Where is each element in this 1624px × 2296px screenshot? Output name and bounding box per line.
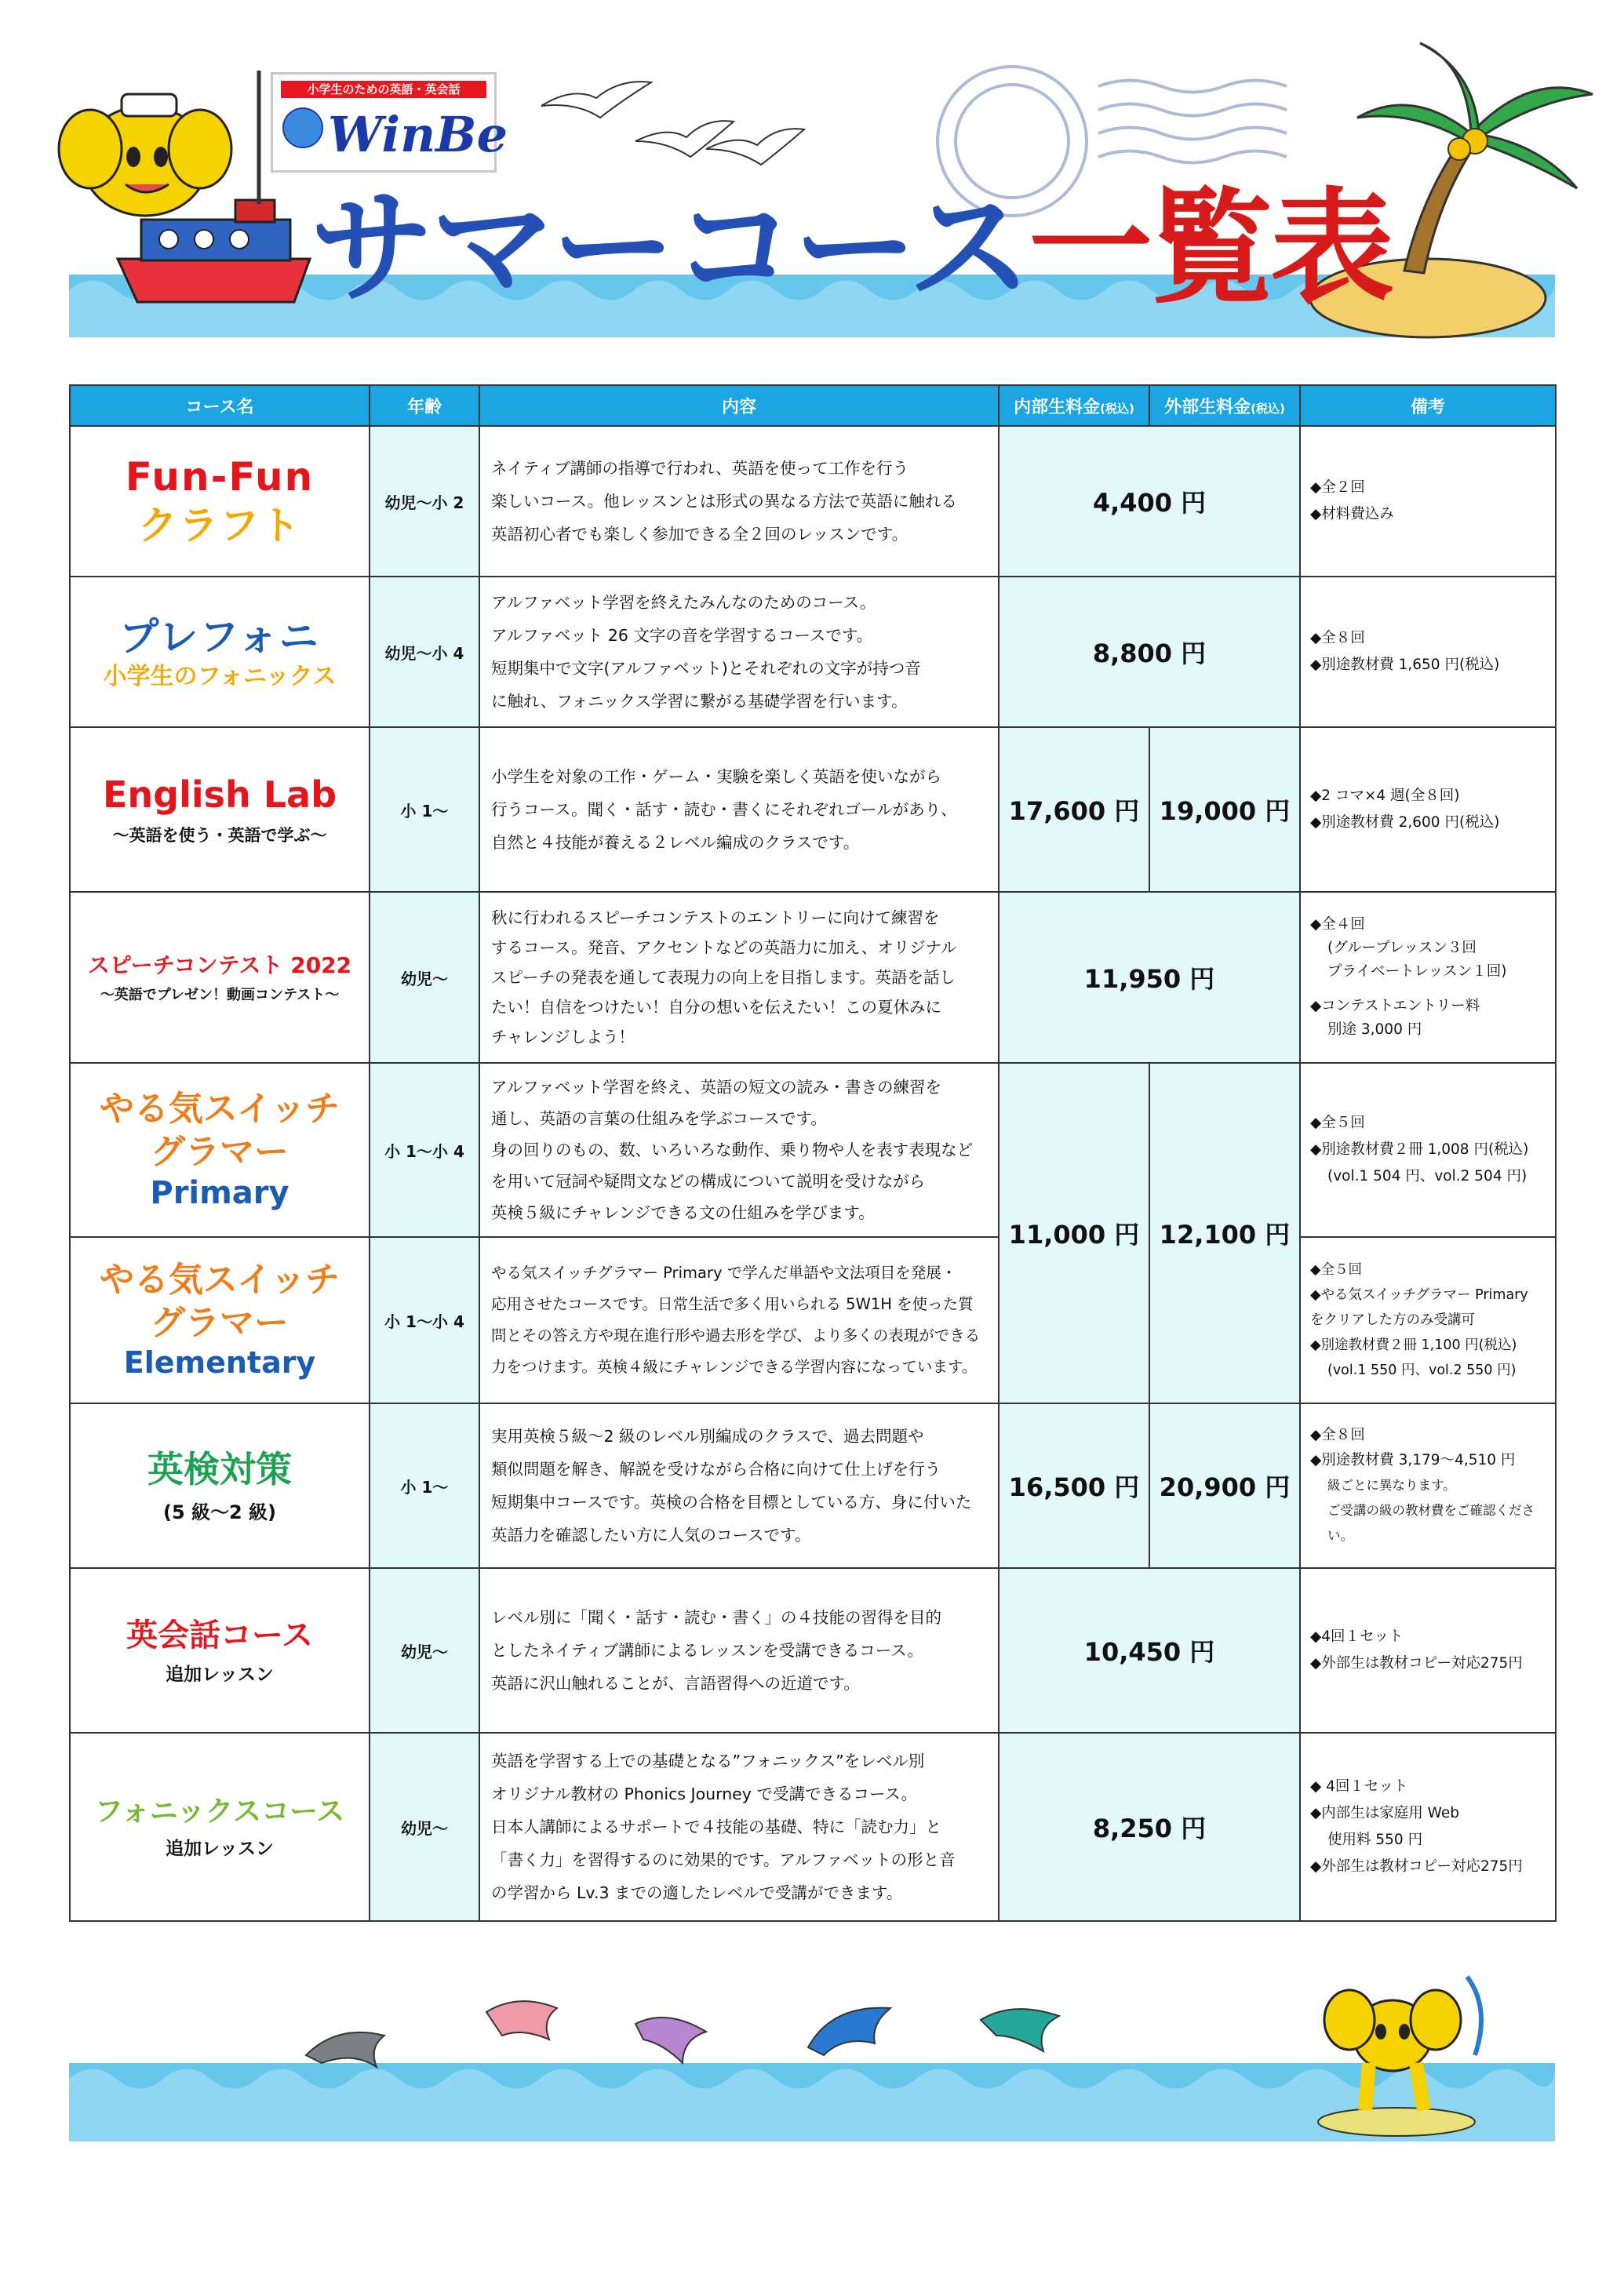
elephant-mascot bbox=[59, 94, 231, 216]
notes-cell: ◆全８回 ◆別途教材費 3,179～4,510 円 級ごとに異なります。 ご受講の級の教材費をご確認くださ い。 bbox=[1300, 1403, 1556, 1568]
internal-fee-cell: 16,500 円 bbox=[999, 1403, 1149, 1568]
header-internal-fee: 内部生料金(税込) bbox=[999, 385, 1149, 426]
notes-cell: ◆全８回 ◆別途教材費 1,650 円(税込) bbox=[1300, 577, 1556, 727]
age-cell: 幼児～ bbox=[370, 1733, 479, 1921]
course-name: Fun-Fun クラフト bbox=[70, 426, 370, 577]
external-fee-cell: 12,100 円 bbox=[1149, 1063, 1300, 1403]
footer-illustration bbox=[0, 1961, 1624, 2165]
table-row bbox=[70, 1403, 1556, 1568]
table-row bbox=[70, 1063, 1556, 1237]
fee-cell: 10,450 円 bbox=[999, 1568, 1300, 1733]
age-cell: 幼児～ bbox=[370, 892, 479, 1063]
course-name: スピーチコンテスト 2022 ～英語でプレゼン！動画コンテスト～ bbox=[70, 892, 370, 1063]
course-name: 英会話コース 追加レッスン bbox=[70, 1568, 370, 1733]
table-row bbox=[70, 1568, 1556, 1733]
course-name: 英検対策 (5 級～2 級) bbox=[70, 1403, 370, 1568]
notes-cell: ◆ 4回１セット ◆内部生は家庭用 Web 使用料 550 円 ◆外部生は教材コピー対応275円 bbox=[1300, 1733, 1556, 1921]
header-content: 内容 bbox=[479, 385, 999, 426]
content-cell: 英語を学習する上での基礎となる”フォニックス”をレベル別 オリジナル教材の Phonics Journey で受講できるコース。 日本人講師によるサポートで４技能の基礎、特に「読む力」と 「書く力」を習得するのに効果的です。アルファベットの形と音 の学習から Lv.3 までの適したレベルで受講ができます。 bbox=[479, 1733, 999, 1921]
notes-cell: ◆全５回 ◆別途教材費２冊 1,008 円(税込) (vol.1 504 円、vol.2 504 円) bbox=[1300, 1063, 1556, 1237]
external-fee-cell: 19,000 円 bbox=[1149, 727, 1300, 892]
content-cell: 実用英検５級～2 級のレベル別編成のクラスで、過去問題や 類似問題を解き、解説を受けながら合格に向けて仕上げを行う 短期集中コースです。英検の合格を目標としている方、身に付いた 英語力を確認したい方に人気のコースです。 bbox=[479, 1403, 999, 1568]
title-summer-course: サマーコース bbox=[310, 176, 1029, 321]
notes-cell: ◆4回１セット ◆外部生は教材コピー対応275円 bbox=[1300, 1568, 1556, 1733]
internal-fee-cell: 11,000 円 bbox=[999, 1063, 1149, 1403]
course-name: やる気スイッチ グラマー Elementary bbox=[70, 1237, 370, 1403]
fee-cell: 8,250 円 bbox=[999, 1733, 1300, 1921]
notes-cell: ◆全４回 (グループレッスン３回 プライベートレッスン１回) ◆コンテストエントリー料 別途 3,000 円 bbox=[1300, 892, 1556, 1063]
internal-fee-cell: 17,600 円 bbox=[999, 727, 1149, 892]
age-cell: 小 1～ bbox=[370, 727, 479, 892]
header-external-fee: 外部生料金(税込) bbox=[1149, 385, 1300, 426]
globe-icon bbox=[282, 107, 323, 148]
table-row bbox=[70, 1733, 1556, 1921]
dolphin-icons bbox=[306, 2001, 1059, 2067]
course-name: プレフォニ 小学生のフォニックス bbox=[70, 577, 370, 727]
table-row bbox=[70, 426, 1556, 577]
age-cell: 幼児～小 2 bbox=[370, 426, 479, 577]
logo-tagline: 小学生のための英語・英会話 bbox=[281, 81, 486, 98]
table-row bbox=[70, 727, 1556, 892]
age-cell: 幼児～ bbox=[370, 1568, 479, 1733]
header-age: 年齢 bbox=[370, 385, 479, 426]
notes-cell: ◆全５回 ◆やる気スイッチグラマー Primary をクリアした方のみ受講可 ◆別途教材費２冊 1,100 円(税込) (vol.1 550 円、vol.2 550 円) bbox=[1300, 1237, 1556, 1403]
content-cell: アルファベット学習を終え、英語の短文の読み・書きの練習を 通し、英語の言葉の仕組みを学ぶコースです。 身の回りのもの、数、いろいろな動作、乗り物や人を表す表現など を用いて冠詞や疑問文などの構成について説明を受けながら 英検５級にチャレンジできる文の仕組みを学びます。 bbox=[479, 1063, 999, 1237]
header-notes: 備考 bbox=[1300, 385, 1556, 426]
fee-cell: 11,950 円 bbox=[999, 892, 1300, 1063]
table-row bbox=[70, 1237, 1556, 1403]
notes-cell: ◆全２回 ◆材料費込み bbox=[1300, 426, 1556, 577]
content-cell: アルファベット学習を終えたみんなのためのコース。 アルファベット 26 文字の音を学習するコースです。 短期集中で文字(アルファベット)とそれぞれの文字が持つ音 に触れ、フォニックス学習に繋がる基礎学習を行います。 bbox=[479, 577, 999, 727]
fee-cell: 8,800 円 bbox=[999, 577, 1300, 727]
course-name: English Lab ～英語を使う・英語で学ぶ～ bbox=[70, 727, 370, 892]
age-cell: 小 1～小 4 bbox=[370, 1237, 479, 1403]
content-cell: 秋に行われるスピーチコンテストのエントリーに向けて練習を するコース。発音、アクセントなどの英語力に加え、オリジナル スピーチの発表を通して表現力の向上を目指します。英語を話し たい！自信をつけたい！自分の想いを伝えたい！この夏休みに チャレンジしよう！ bbox=[479, 892, 999, 1063]
external-fee-cell: 20,900 円 bbox=[1149, 1403, 1300, 1568]
content-cell: やる気スイッチグラマー Primary で学んだ単語や文法項目を発展・ 応用させたコースです。日常生活で多く用いられる 5W1H を使った質 問とその答え方や現在進行形や過去形を学び、より多くの表現ができる 力をつけます。英検４級にチャレンジできる学習内容になっています。 bbox=[479, 1237, 999, 1403]
table-header-row bbox=[70, 385, 1556, 426]
logo-name: WinBe bbox=[328, 106, 508, 163]
page-title bbox=[310, 149, 1391, 327]
table-row bbox=[70, 892, 1556, 1063]
fee-cell: 4,400 円 bbox=[999, 426, 1300, 577]
title-list: 一覧表 bbox=[1029, 176, 1392, 321]
content-cell: レベル別に「聞く・話す・読む・書く」の４技能の習得を目的 としたネイティブ講師によるレッスンを受講できるコース。 英語に沢山触れることが、言語習得への近道です。 bbox=[479, 1568, 999, 1733]
age-cell: 小 1～ bbox=[370, 1403, 479, 1568]
table-row bbox=[70, 577, 1556, 727]
header-course: コース名 bbox=[70, 385, 370, 426]
content-cell: 小学生を対象の工作・ゲーム・実験を楽しく英語を使いながら 行うコース。聞く・話す・読む・書くにそれぞれゴールがあり、 自然と４技能が養える２レベル編成のクラスです。 bbox=[479, 727, 999, 892]
content-cell: ネイティブ講師の指導で行われ、英語を使って工作を行う 楽しいコース。他レッスンとは形式の異なる方法で英語に触れる 英語初心者でも楽しく参加できる全２回のレッスンです。 bbox=[479, 426, 999, 577]
age-cell: 小 1～小 4 bbox=[370, 1063, 479, 1237]
elephant-surfer-illustration bbox=[1318, 1977, 1481, 2136]
age-cell: 幼児～小 4 bbox=[370, 577, 479, 727]
notes-cell: ◆2 コマ×4 週(全８回) ◆別途教材費 2,600 円(税込) bbox=[1300, 727, 1556, 892]
course-table bbox=[69, 384, 1557, 1922]
course-name: フォニックスコース 追加レッスン bbox=[70, 1733, 370, 1921]
course-name: やる気スイッチ グラマー Primary bbox=[70, 1063, 370, 1237]
